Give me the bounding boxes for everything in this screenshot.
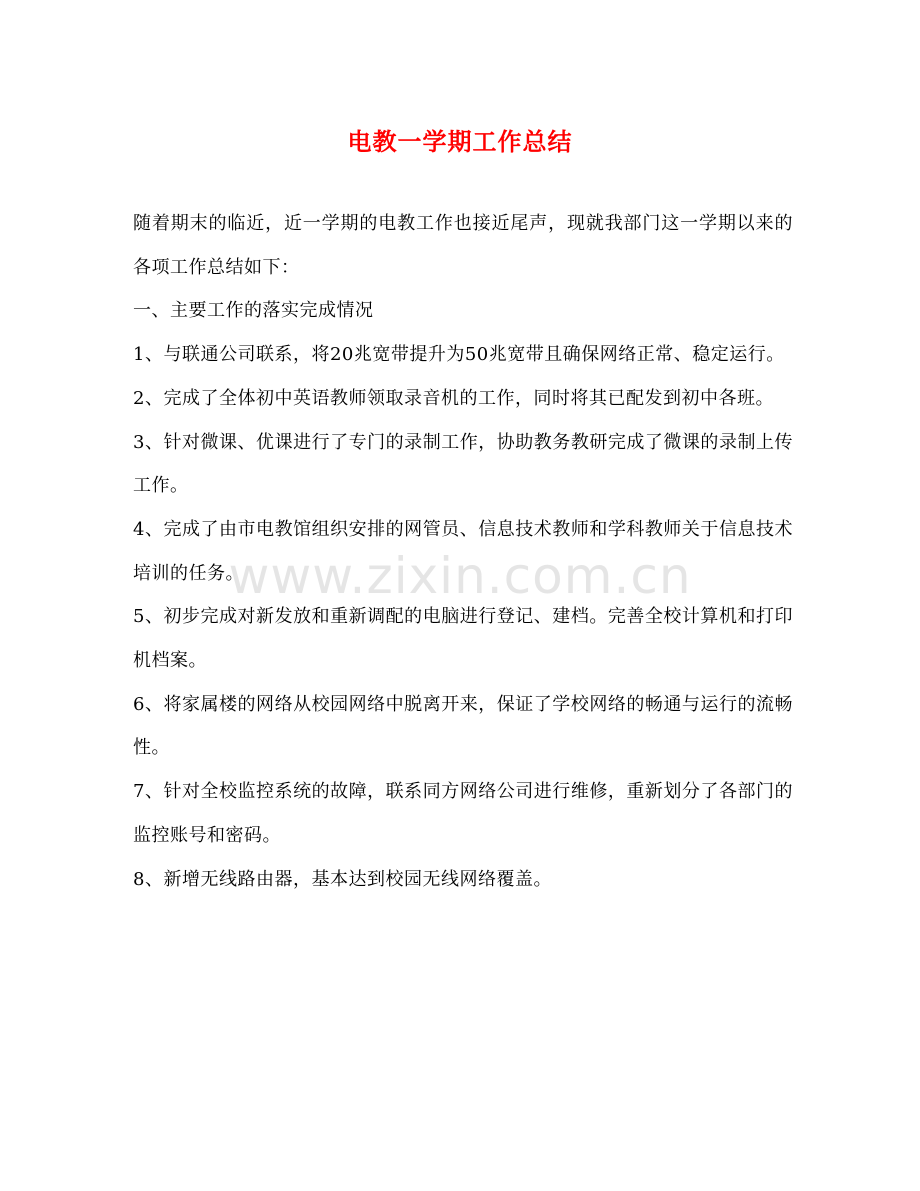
document-title: 电教一学期工作总结 bbox=[347, 128, 573, 156]
document-body bbox=[133, 202, 793, 901]
section-heading: 一、主要工作的落实完成情况 bbox=[133, 300, 374, 322]
list-item: 5、初步完成对新发放和重新调配的电脑进行登记、建档。完善全校计算机和打印机档案。 bbox=[133, 606, 793, 672]
list-item: 3、针对微课、优课进行了专门的录制工作，协助教务教研完成了微课的录制上传工作。 bbox=[133, 431, 793, 497]
list-item: 4、完成了由市电教馆组织安排的网管员、信息技术教师和学科教师关于信息技术培训的任务。 bbox=[133, 518, 793, 584]
list-item: 1、与联通公司联系，将20兆宽带提升为50兆宽带且确保网络正常、稳定运行。 bbox=[133, 344, 785, 366]
intro-paragraph: 随着期末的临近，近一学期的电教工作也接近尾声，现就我部门这一学期以来的各项工作总结如下： bbox=[133, 213, 793, 278]
list-item: 7、针对全校监控系统的故障，联系同方网络公司进行维修，重新划分了各部门的监控账号和密码。 bbox=[133, 781, 793, 846]
list-item: 2、完成了全体初中英语教师领取录音机的工作，同时将其已配发到初中各班。 bbox=[133, 387, 774, 409]
list-item: 6、将家属楼的网络从校园网络中脱离开来，保证了学校网络的畅通与运行的流畅性。 bbox=[133, 693, 793, 759]
watermark: www.zixin.com.cn bbox=[228, 547, 692, 605]
list-item: 8、新增无线路由器，基本达到校园无线网络覆盖。 bbox=[133, 868, 552, 890]
